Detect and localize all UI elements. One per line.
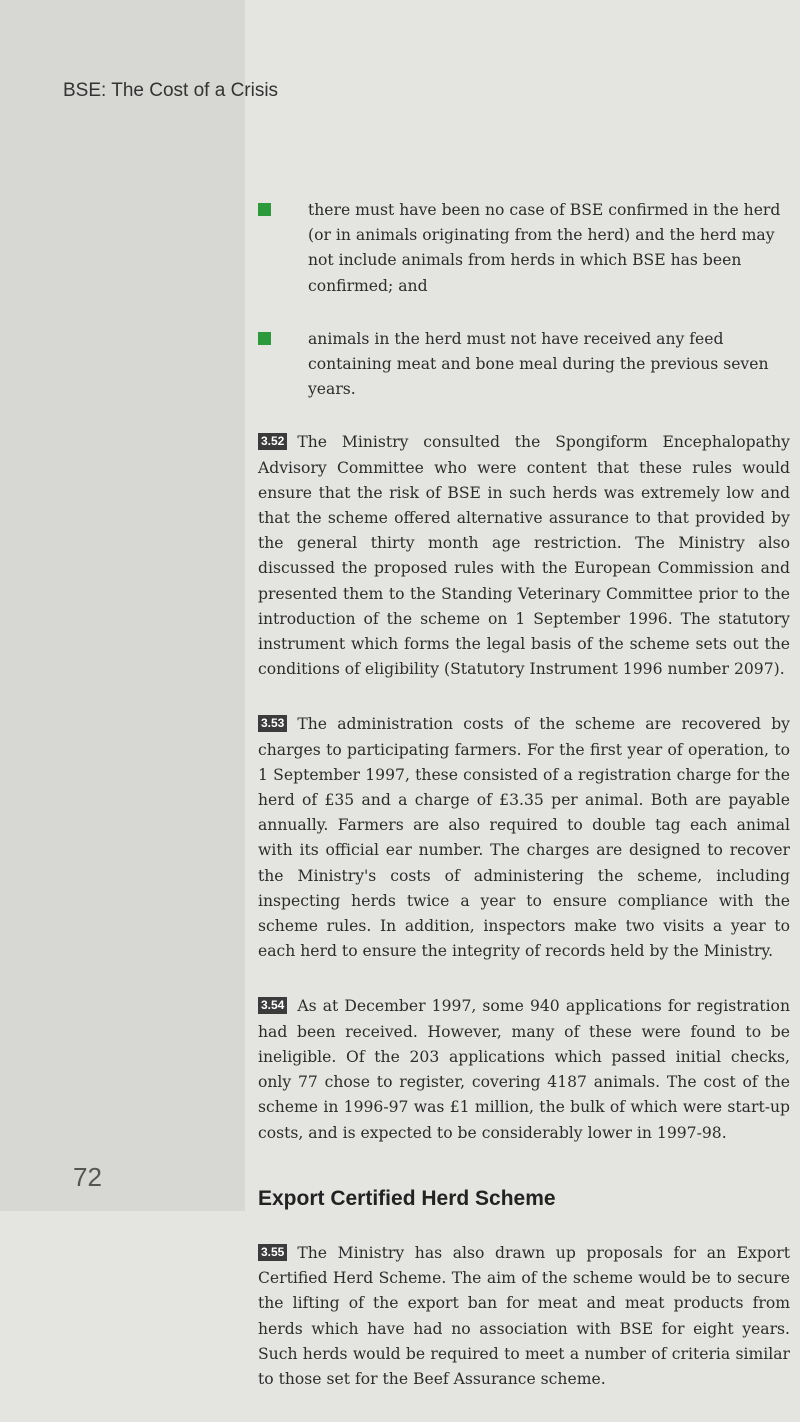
- paragraph-number: 3.54: [258, 997, 287, 1014]
- paragraph-number: 3.53: [258, 715, 287, 732]
- page-number: 72: [73, 1162, 102, 1192]
- paragraph-3-52: [258, 430, 790, 682]
- bullet-text: there must have been no case of BSE confirmed in the herd (or in animals originating from the herd) and the herd may not include animals from herds in which BSE has been confirmed; and: [308, 201, 781, 295]
- paragraph-3-53: [258, 712, 790, 964]
- running-header: BSE: The Cost of a Crisis: [63, 80, 279, 101]
- paragraph-3-55: [258, 1241, 790, 1392]
- paragraph-number: 3.52: [258, 433, 287, 450]
- paragraph-text: The Ministry consulted the Spongiform Encephalopathy Advisory Committee who were content that these rules would ensure that the risk of BSE in such herds was extremely low and that the scheme offered alternative assurance to that provided by the general thirty month age restriction. The Ministry also discussed the proposed rules with the European Commission and presented them to the Standing Veterinary Committee prior to the introduction of the scheme on 1 September 1996. The statutory instrument which forms the legal basis of the scheme sets out the conditions of eligibility (Statutory Instrument 1996 number 2097).: [258, 433, 790, 679]
- square-bullet-icon: [258, 332, 271, 345]
- paragraph-text: The administration costs of the scheme are recovered by charges to participating farmers. For the first year of operation, to 1 September 1997, these consisted of a registration charge for the herd of £35 and a charge of £3.35 per animal. Both are payable annually. Farmers are also required to double tag each animal with its official ear number. The charges are designed to recover the Ministry's costs of administering the scheme, including inspecting herds twice a year to ensure compliance with the scheme rules. In addition, inspectors make two visits a year to each herd to ensure the integrity of records held by the Ministry.: [258, 715, 790, 961]
- paragraph-text: The Ministry has also drawn up proposals for an Export Certified Herd Scheme. The aim of the scheme would be to secure the lifting of the export ban for meat and meat products from herds which have had no association with BSE for eight years. Such herds would be required to meet a number of criteria similar to those set for the Beef Assurance scheme.: [258, 1243, 790, 1388]
- bullet-item: [258, 327, 790, 403]
- page-margin: [0, 0, 245, 1211]
- main-content: [258, 198, 790, 1422]
- section-heading: Export Certified Herd Scheme: [258, 1186, 556, 1210]
- paragraph-3-54: [258, 994, 790, 1145]
- paragraph-number: 3.55: [258, 1244, 287, 1261]
- paragraph-text: As at December 1997, some 940 applications for registration had been received. However, many of these were found to be ineligible. Of the 203 applications which passed initial checks, only 77 chose to register, covering 4187 animals. The cost of the scheme in 1996-97 was £1 million, the bulk of which were start-up costs, and is expected to be considerably lower in 1997-98.: [258, 997, 790, 1142]
- bullet-text: animals in the herd must not have received any feed containing meat and bone meal during the previous seven years.: [308, 329, 769, 399]
- bullet-item: [258, 198, 790, 299]
- square-bullet-icon: [258, 203, 271, 216]
